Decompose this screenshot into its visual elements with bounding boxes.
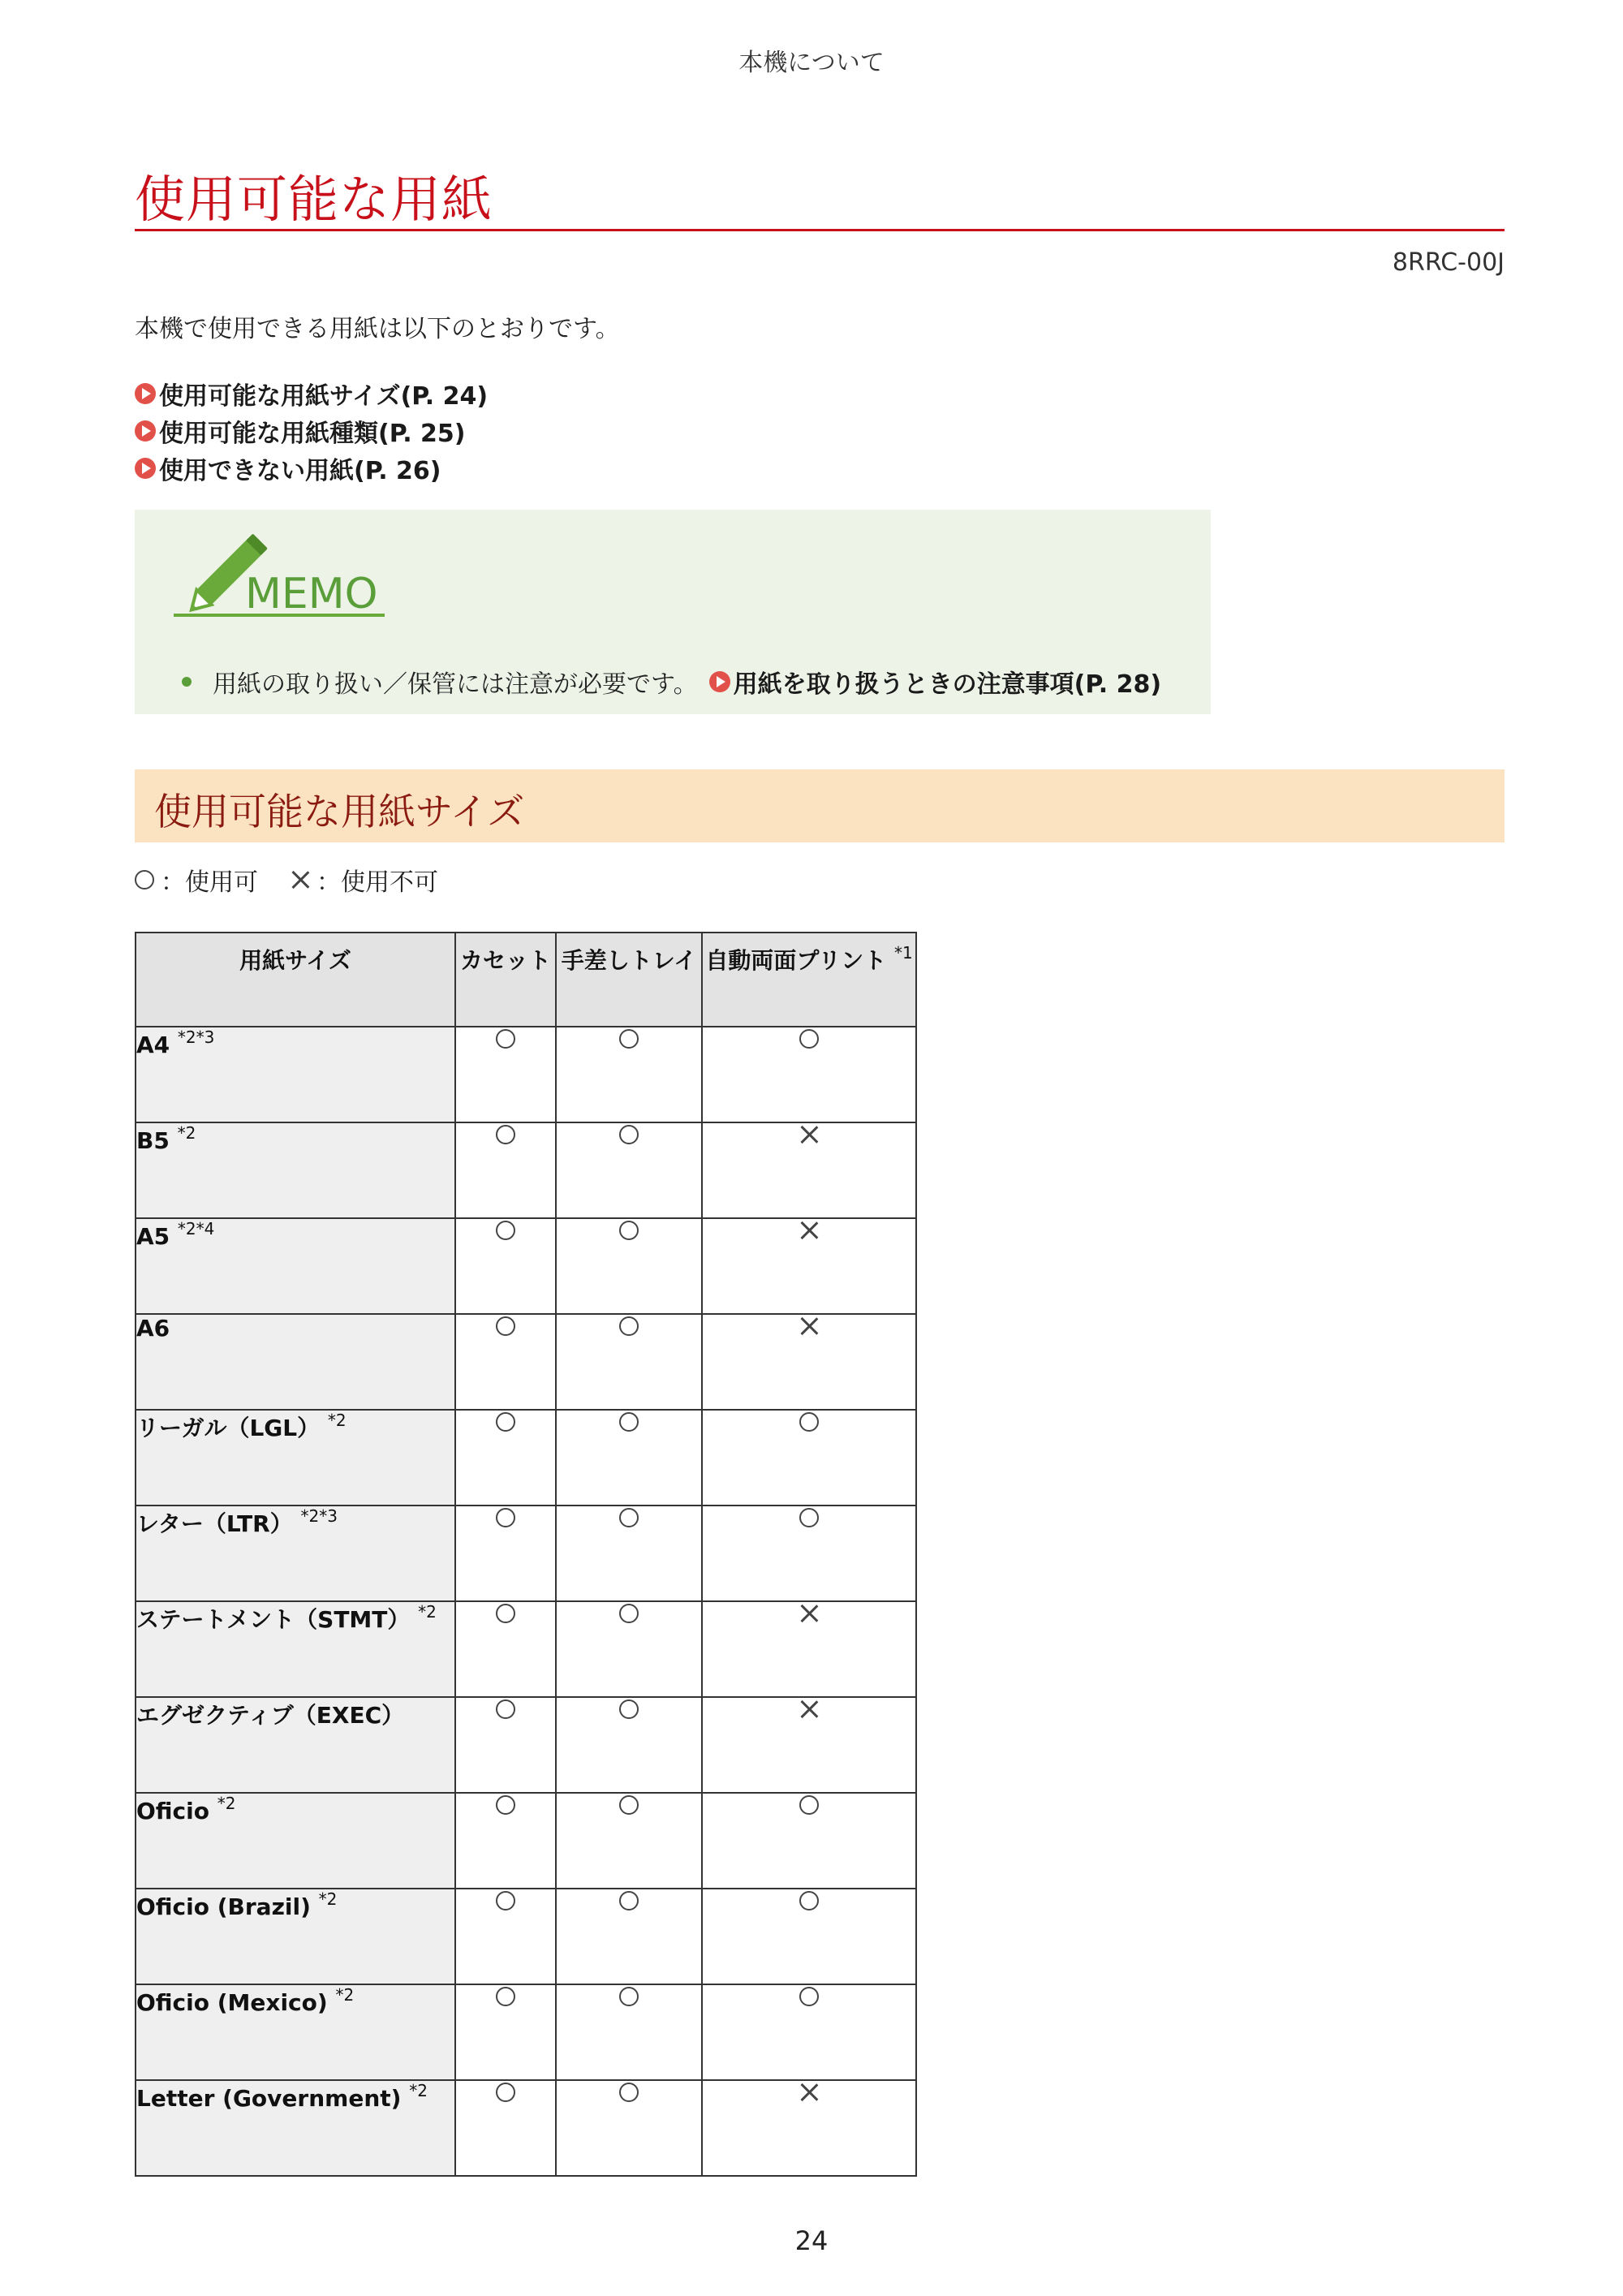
circle-icon xyxy=(799,1795,819,1815)
link-label: 使用可能な用紙サイズ(P. 24) xyxy=(159,382,489,411)
paper-size-name: リーガル（LGL） xyxy=(136,1415,321,1441)
column-header-paper-size: 用紙サイズ xyxy=(136,933,455,1027)
memo-pencil-icon xyxy=(172,531,391,620)
footnote-ref: *2 xyxy=(418,1602,437,1622)
cross-icon xyxy=(799,2083,819,2102)
column-header-duplex-label: 自動両面プリント xyxy=(705,947,887,974)
circle-icon xyxy=(619,1604,639,1623)
circle-icon xyxy=(496,1699,515,1719)
cross-icon xyxy=(799,1221,819,1240)
circle-icon xyxy=(619,1125,639,1144)
paper-size-name-cell xyxy=(136,1889,455,1984)
cassette-cell xyxy=(455,1889,556,1984)
footnote-ref: *2*3 xyxy=(300,1506,338,1526)
circle-icon xyxy=(619,1891,639,1910)
cross-icon xyxy=(799,1316,819,1336)
paper-size-name: ステートメント（STMT） xyxy=(136,1606,411,1633)
table-row xyxy=(136,1889,916,1984)
paper-size-name-cell xyxy=(136,1697,455,1793)
paper-size-name-cell xyxy=(136,1601,455,1697)
circle-icon xyxy=(496,1604,515,1623)
circle-icon xyxy=(496,1125,515,1144)
arrow-right-icon xyxy=(709,671,730,692)
duplex-cell xyxy=(702,1793,916,1889)
footnote-ref: *2 xyxy=(327,1411,347,1430)
table-row xyxy=(136,1218,916,1314)
circle-icon xyxy=(619,1412,639,1432)
circle-icon xyxy=(619,1029,639,1049)
circle-icon xyxy=(496,1316,515,1336)
memo-text: 用紙の取り扱い／保管には注意が必要です。 xyxy=(213,670,698,699)
footnote-ref: *2 xyxy=(409,2081,428,2100)
link-label: 用紙を取り扱うときの注意事項(P. 28) xyxy=(733,670,1162,699)
paper-size-name-cell xyxy=(136,1793,455,1889)
manual-cell xyxy=(556,2080,702,2176)
cassette-cell xyxy=(455,1218,556,1314)
table-row xyxy=(136,2080,916,2176)
footnote-ref: *2 xyxy=(217,1794,236,1813)
paper-size-name-cell xyxy=(136,1218,455,1314)
paper-size-name-cell xyxy=(136,1984,455,2080)
circle-icon xyxy=(135,870,154,890)
manual-cell xyxy=(556,1889,702,1984)
link-unusable-paper[interactable] xyxy=(135,450,488,487)
duplex-cell xyxy=(702,1218,916,1314)
circle-icon xyxy=(619,1316,639,1336)
circle-icon xyxy=(799,1987,819,2006)
cassette-cell xyxy=(455,1984,556,2080)
document-code: 8RRC-00J xyxy=(1392,248,1505,277)
legend-ng-label: ：使用不可 xyxy=(316,868,438,897)
circle-icon xyxy=(496,1795,515,1815)
circle-icon xyxy=(799,1891,819,1910)
column-header-duplex xyxy=(702,933,916,1027)
manual-cell xyxy=(556,1984,702,2080)
paper-size-name: Oficio (Mexico) xyxy=(136,1989,328,2016)
paper-size-name: Oficio xyxy=(136,1798,209,1824)
paper-size-name-cell xyxy=(136,1122,455,1218)
cassette-cell xyxy=(455,1314,556,1410)
circle-icon xyxy=(619,1508,639,1527)
duplex-cell xyxy=(702,1889,916,1984)
link-label: 使用できない用紙(P. 26) xyxy=(159,457,441,485)
table-row xyxy=(136,1027,916,1122)
link-paper-handling[interactable] xyxy=(709,664,1162,700)
paper-size-name: A5 xyxy=(136,1223,170,1250)
duplex-cell xyxy=(702,1122,916,1218)
column-header-cassette: カセット xyxy=(455,933,556,1027)
circle-icon xyxy=(496,1891,515,1910)
manual-cell xyxy=(556,1793,702,1889)
table-row xyxy=(136,1601,916,1697)
circle-icon xyxy=(496,1029,515,1049)
table-row xyxy=(136,1314,916,1410)
cassette-cell xyxy=(455,1793,556,1889)
memo-box xyxy=(135,510,1211,714)
page-title: 使用可能な用紙 xyxy=(135,170,493,229)
circle-icon xyxy=(799,1412,819,1432)
paper-size-name-cell xyxy=(136,1027,455,1122)
circle-icon xyxy=(619,1795,639,1815)
cross-icon xyxy=(799,1125,819,1144)
circle-icon xyxy=(619,2083,639,2102)
cassette-cell xyxy=(455,1410,556,1506)
table-row xyxy=(136,1506,916,1601)
paper-size-name: レター（LTR） xyxy=(136,1510,293,1537)
footnote-ref: *2*3 xyxy=(177,1027,215,1047)
page-number: 24 xyxy=(794,2225,829,2256)
link-label: 使用可能な用紙種類(P. 25) xyxy=(159,420,466,448)
duplex-cell xyxy=(702,1506,916,1601)
legend xyxy=(135,862,438,898)
memo-bullet-item xyxy=(182,664,1161,700)
footnote-ref: *2 xyxy=(318,1889,338,1909)
cross-icon xyxy=(799,1604,819,1623)
manual-cell xyxy=(556,1410,702,1506)
page-header-chapter: 本機について xyxy=(738,49,885,77)
arrow-right-icon xyxy=(135,420,156,442)
section-title: 使用可能な用紙サイズ xyxy=(154,790,525,834)
cassette-cell xyxy=(455,1506,556,1601)
table-row xyxy=(136,1410,916,1506)
manual-cell xyxy=(556,1218,702,1314)
section-header xyxy=(135,769,1505,842)
legend-ok-label: ：使用可 xyxy=(161,868,258,897)
table-row xyxy=(136,1984,916,2080)
footnote-ref: *2*4 xyxy=(177,1219,215,1238)
paper-size-name: A4 xyxy=(136,1032,170,1058)
footnote-ref: *1 xyxy=(893,943,913,963)
arrow-right-icon xyxy=(135,383,156,404)
cross-icon xyxy=(291,870,310,890)
link-list xyxy=(135,375,488,487)
circle-icon xyxy=(496,1508,515,1527)
cassette-cell xyxy=(455,1697,556,1793)
footnote-ref: *2 xyxy=(335,1985,355,2005)
circle-icon xyxy=(619,1987,639,2006)
circle-icon xyxy=(799,1029,819,1049)
manual-cell xyxy=(556,1027,702,1122)
link-available-types[interactable] xyxy=(135,412,488,450)
circle-icon xyxy=(496,1221,515,1240)
cassette-cell xyxy=(455,1027,556,1122)
cassette-cell xyxy=(455,2080,556,2176)
duplex-cell xyxy=(702,1410,916,1506)
manual-cell xyxy=(556,1314,702,1410)
paper-size-table xyxy=(135,932,917,2177)
table-row xyxy=(136,1122,916,1218)
link-available-sizes[interactable] xyxy=(135,375,488,412)
paper-size-name: A6 xyxy=(136,1315,170,1342)
circle-icon xyxy=(619,1221,639,1240)
paper-size-name: B5 xyxy=(136,1127,170,1154)
paper-size-name-cell xyxy=(136,2080,455,2176)
duplex-cell xyxy=(702,1697,916,1793)
duplex-cell xyxy=(702,1314,916,1410)
footnote-ref: *2 xyxy=(177,1123,196,1143)
manual-cell xyxy=(556,1506,702,1601)
duplex-cell xyxy=(702,2080,916,2176)
paper-size-name-cell xyxy=(136,1314,455,1410)
duplex-cell xyxy=(702,1027,916,1122)
circle-icon xyxy=(496,1987,515,2006)
intro-text: 本機で使用できる用紙は以下のとおりです。 xyxy=(135,315,620,343)
table-header-row xyxy=(136,933,916,1027)
paper-size-name: Oficio (Brazil) xyxy=(136,1893,311,1920)
cassette-cell xyxy=(455,1601,556,1697)
duplex-cell xyxy=(702,1601,916,1697)
cross-icon xyxy=(799,1699,819,1719)
manual-cell xyxy=(556,1697,702,1793)
manual-cell xyxy=(556,1601,702,1697)
circle-icon xyxy=(799,1508,819,1527)
table-row xyxy=(136,1697,916,1793)
duplex-cell xyxy=(702,1984,916,2080)
circle-icon xyxy=(496,1412,515,1432)
column-header-manual-tray: 手差しトレイ xyxy=(556,933,702,1027)
paper-size-name-cell xyxy=(136,1410,455,1506)
manual-cell xyxy=(556,1122,702,1218)
paper-size-name: エグゼクティブ（EXEC） xyxy=(136,1702,405,1729)
paper-size-name: Letter (Government) xyxy=(136,2085,402,2112)
circle-icon xyxy=(619,1699,639,1719)
circle-icon xyxy=(496,2083,515,2102)
table-row xyxy=(136,1793,916,1889)
cassette-cell xyxy=(455,1122,556,1218)
bullet-dot xyxy=(182,677,192,687)
memo-label: MEMO xyxy=(245,570,378,618)
paper-size-name-cell xyxy=(136,1506,455,1601)
title-divider xyxy=(135,229,1505,231)
arrow-right-icon xyxy=(135,458,156,479)
